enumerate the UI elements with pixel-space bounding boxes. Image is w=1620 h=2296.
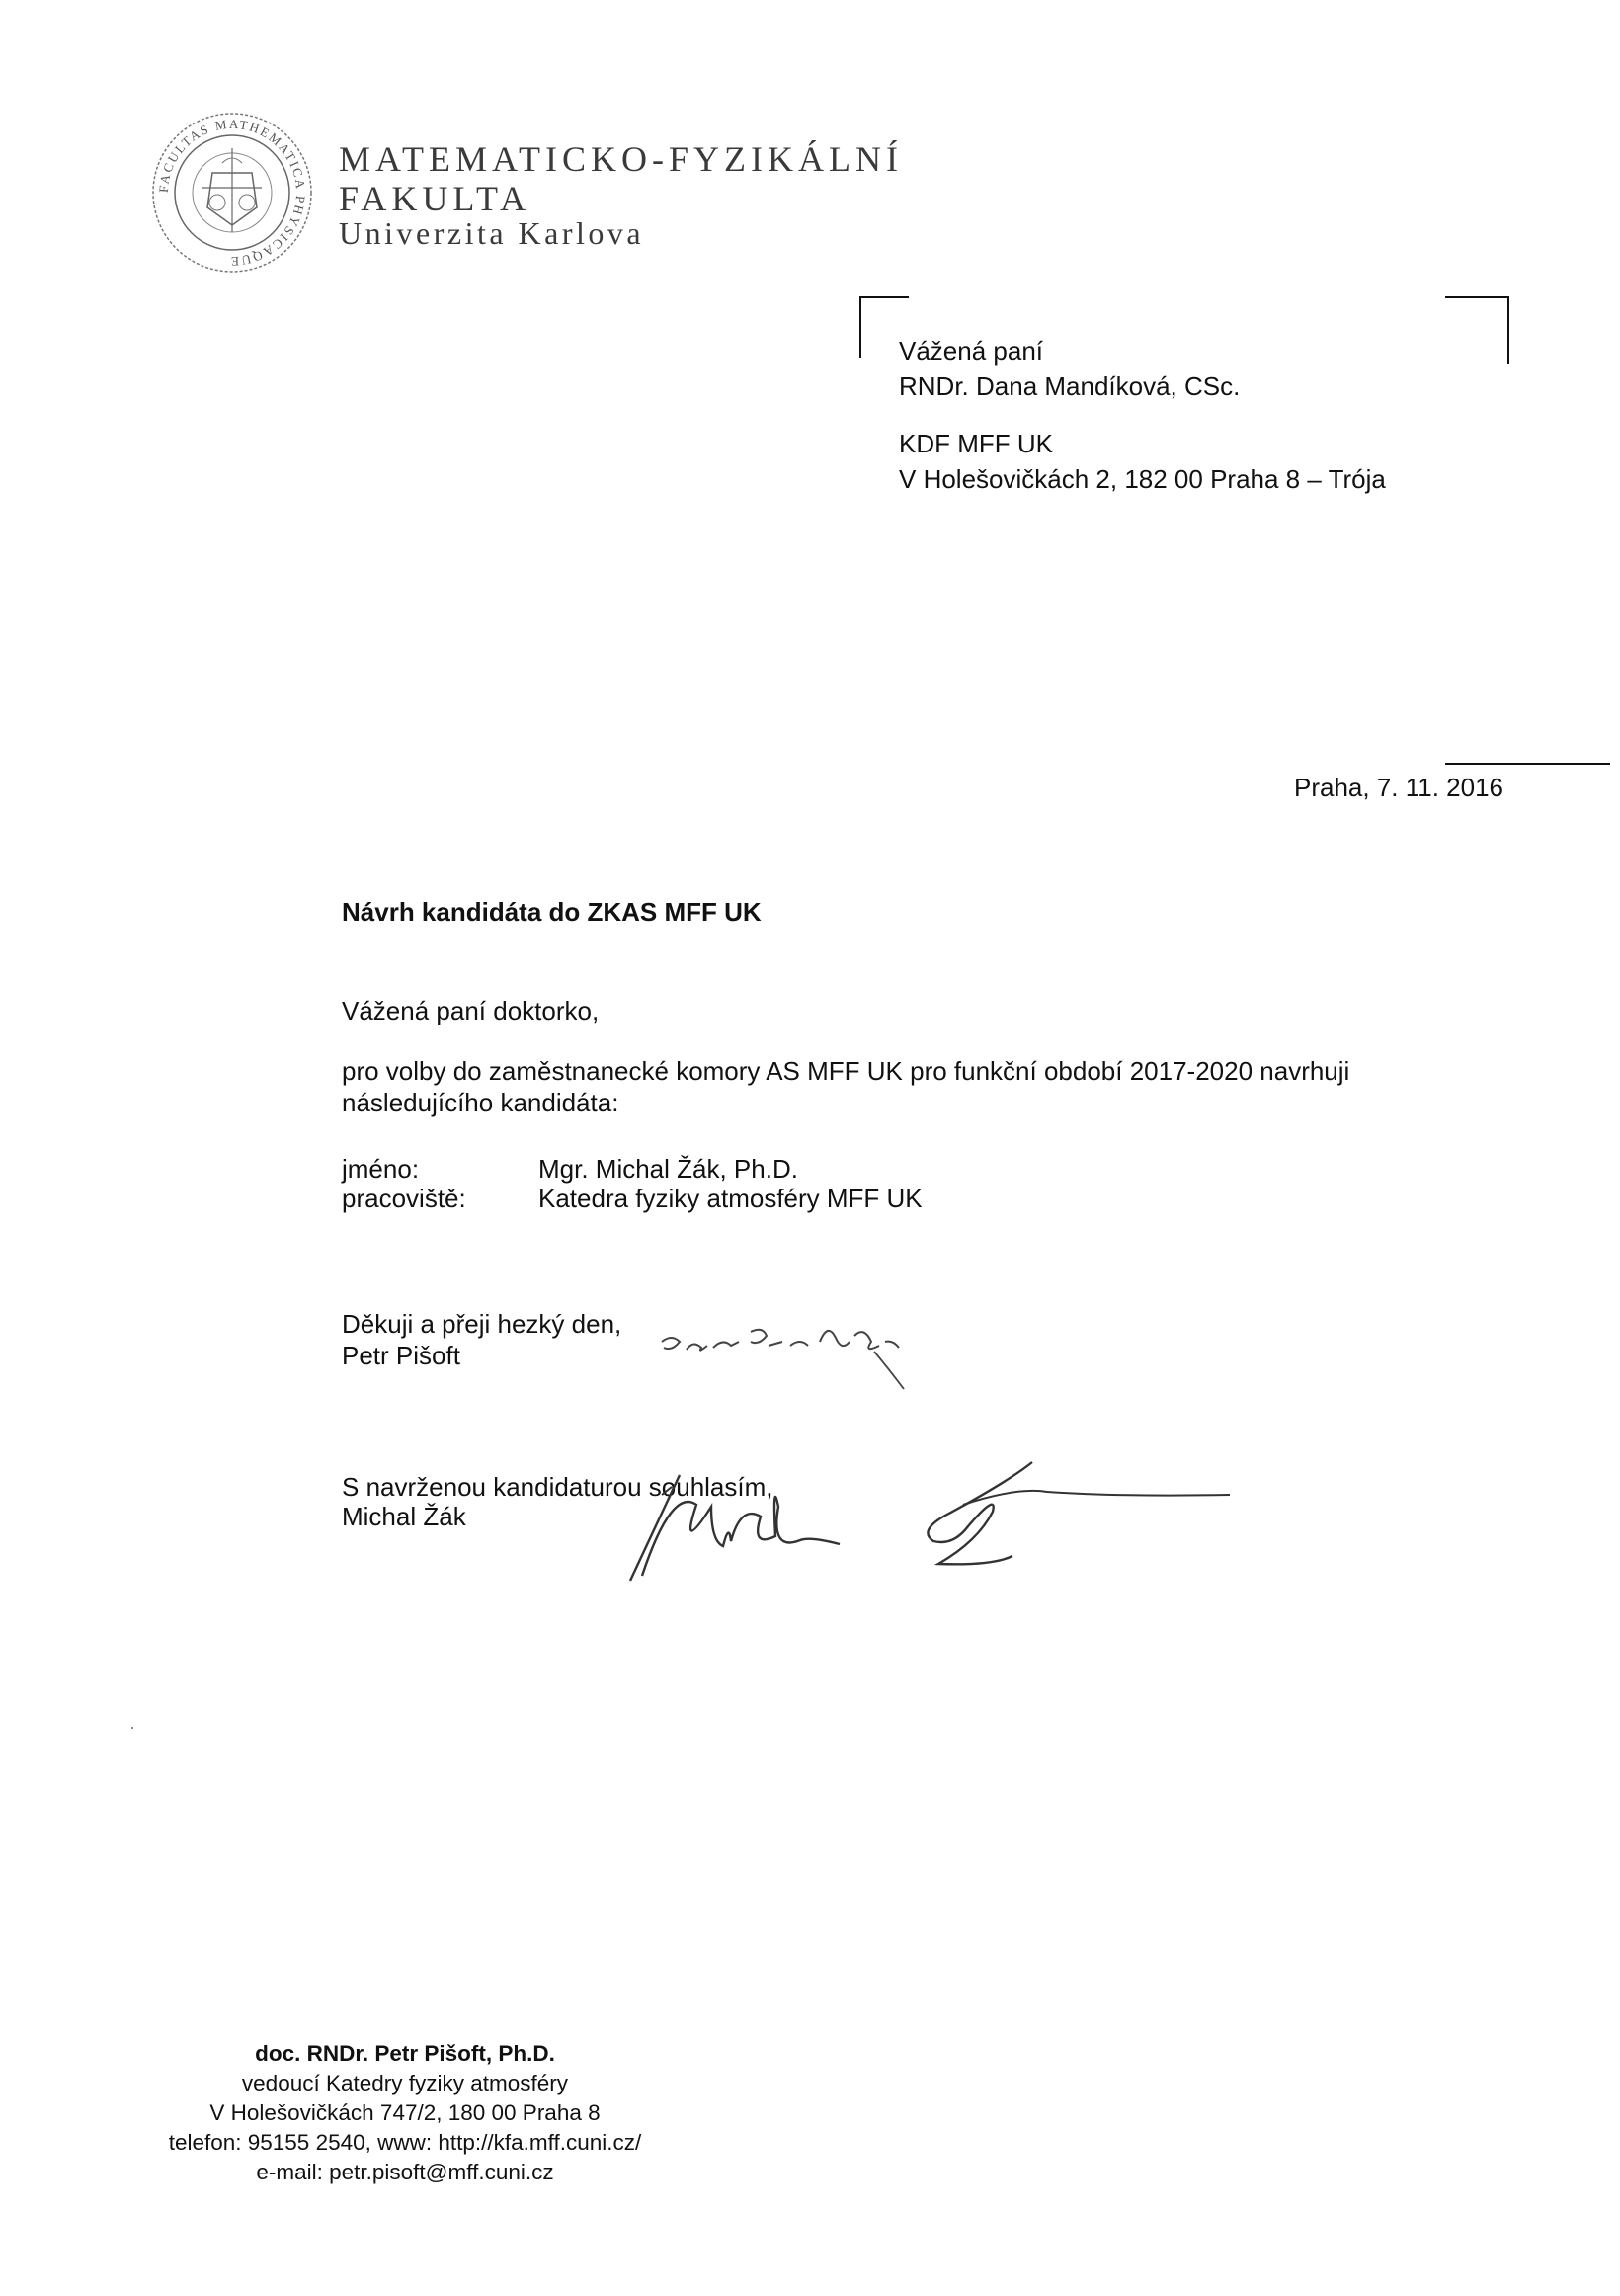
university-name: Univerzita Karlova: [339, 215, 645, 251]
closing-candidate-name: Michal Žák: [342, 1502, 466, 1531]
candidate-workplace-value: Katedra fyziky atmosféry MFF UK: [538, 1184, 923, 1213]
footer-name: doc. RNDr. Petr Pišoft, Ph.D.: [255, 2041, 555, 2066]
letter-subject: Návrh kandidáta do ZKAS MFF UK: [342, 897, 762, 927]
candidate-name-value: Mgr. Michal Žák, Ph.D.: [538, 1154, 798, 1184]
letter-footer: [79, 2039, 731, 2187]
recipient-greeting: Vážená paní: [899, 336, 1044, 366]
letter-date: Praha, 7. 11. 2016: [1294, 773, 1504, 802]
candidate-workplace-label: pracoviště:: [342, 1184, 466, 1213]
closing-thanks: Děkuji a přeji hezký den,: [342, 1309, 622, 1339]
address-corner-right-top: [1445, 296, 1509, 298]
footer-role: vedoucí Katedry fyziky atmosféry: [241, 2071, 569, 2095]
recipient-address: V Holešovičkách 2, 182 00 Praha 8 – Trója: [899, 464, 1386, 494]
faculty-name-line2: FAKULTA: [339, 179, 531, 218]
seal-text: FACULTAS MATHEMATICA PHYSICAQUE: [155, 116, 309, 270]
closing-consent: S navrženou kandidaturou souhlasím,: [342, 1472, 773, 1502]
university-seal: [148, 109, 316, 277]
letter-body: pro volby do zaměstnanecké komory AS MFF UK pro funkční období 2017-2020 navrhuji následujícího kandidáta:: [342, 1056, 1350, 1117]
faculty-name-line1: MATEMATICKO-FYZIKÁLNÍ: [339, 139, 903, 179]
footer-email: e-mail: petr.pisoft@mff.cuni.cz: [256, 2160, 554, 2184]
recipient-department: KDF MFF UK: [899, 429, 1053, 458]
handwritten-signature-zak: [603, 1447, 1245, 1596]
address-corner-left-side: [859, 296, 861, 358]
date-rule: [1445, 763, 1610, 765]
footer-address: V Holešovičkách 747/2, 180 00 Praha 8: [209, 2100, 601, 2125]
address-corner-left-top: [859, 296, 909, 298]
handwritten-signature-pisoft: [652, 1312, 938, 1411]
closing-signer-name: Petr Pišoft: [342, 1341, 460, 1370]
recipient-name: RNDr. Dana Mandíková, CSc.: [899, 371, 1241, 401]
address-corner-right-side: [1507, 296, 1509, 364]
candidate-name-label: jméno:: [342, 1154, 420, 1184]
letter-salutation: Vážená paní doktorko,: [342, 996, 600, 1025]
footer-contact: telefon: 95155 2540, www: http://kfa.mff.cuni.cz/: [168, 2130, 642, 2155]
stray-mark: [131, 1727, 133, 1729]
